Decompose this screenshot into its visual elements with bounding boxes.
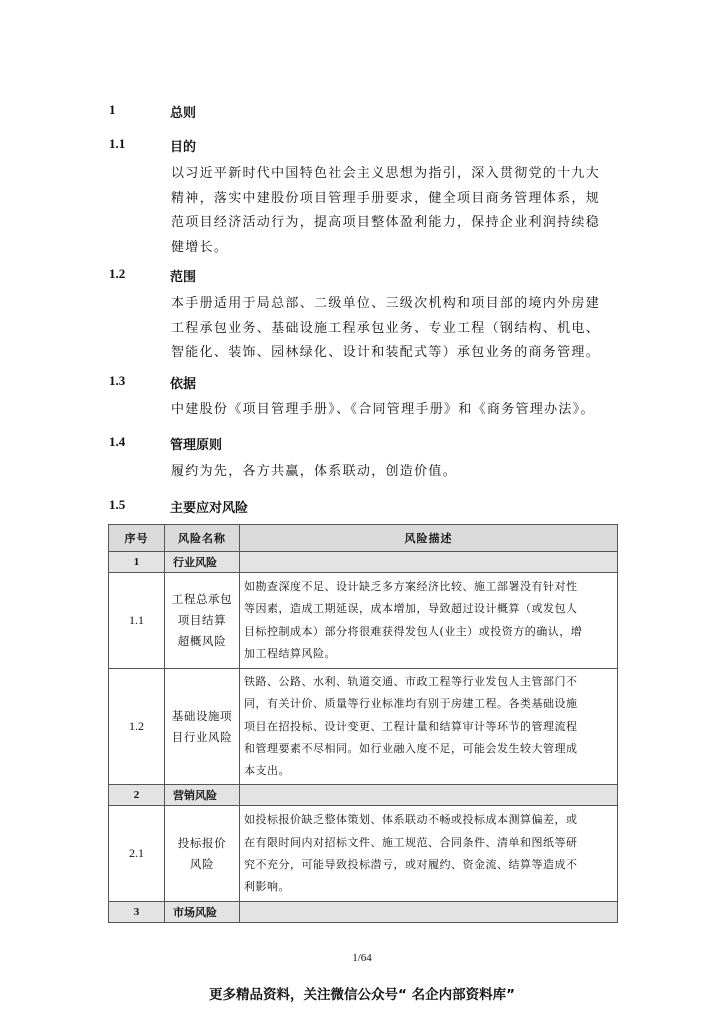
table-row [109,573,618,669]
desc-line: 和管理要素不尽相同。如行业融入度不足，可能会发生较大管理成 [244,741,578,755]
category-id: 2 [109,785,165,806]
row-name-line: 工程总承包 [171,592,233,606]
section-1-4-number: 1.4 [109,434,126,449]
category-name: 行业风险 [165,552,240,573]
category-name: 营销风险 [165,785,240,806]
section-1-4-paragraph [171,460,621,485]
section-1-1-number: 1.1 [109,136,126,151]
table-row [109,806,618,902]
row-description [240,573,618,669]
paragraph-line: 履约为先，各方共赢，体系联动，创造价值。 [171,464,458,479]
category-empty-cell [240,552,618,573]
section-1-number: 1 [109,102,116,117]
desc-line: 如投标报价缺乏整体策划、体系联动不畅或投标成本测算偏差，或 [244,813,578,827]
section-1-3-number: 1.3 [109,373,126,388]
row-name-line: 投标报价 [177,835,227,850]
section-1-1-title: 目的 [170,140,197,155]
row-name [165,806,240,902]
table-row [109,669,618,785]
category-name: 市场风险 [165,902,240,923]
desc-line: 铁路、公路、水利、轨道交通、市政工程等行业发包人主管部门不 [244,675,578,688]
category-row-1 [109,552,618,573]
paragraph-line: 范项目经济活动行为，提高项目整体盈利能力，保持企业利润持续稳 [171,215,601,230]
section-1-4-title: 管理原则 [170,438,223,453]
paragraph-line: 智能化、装饰、园林绿化、设计和装配式等）承包业务的商务管理。 [171,345,601,360]
desc-line: 本支出。 [244,764,290,778]
section-1-5-title: 主要应对风险 [170,501,249,516]
desc-line: 等因素，造成工期延误，成本增加，导致超过设计概算（或发包人 [244,602,578,616]
section-1-5-number: 1.5 [109,497,126,512]
section-1-title: 总则 [170,106,197,121]
header-name: 风险名称 [165,525,240,552]
desc-line: 项目在招投标、设计变更、工程计量和结算审计等环节的管理流程 [244,719,578,733]
desc-line: 利影响。 [244,880,290,894]
paragraph-line: 健增长。 [171,239,229,255]
paragraph-line: 中建股份《项目管理手册》、《合同管理手册》和《商务管理办法》。 [171,402,595,417]
desc-line: 究不充分，可能导致投标潜亏，或对履约、资金流、结算等造成不 [244,857,578,871]
footer-promo-text: 更多精品资料，关注微信公众号“ 名企内部资料库” [209,987,515,1003]
header-id: 序号 [109,525,165,552]
desc-line: 如勘查深度不足、设计缺乏多方案经济比较、施工部署没有针对性 [244,579,578,593]
desc-line: 目标控制成本）部分将很难获得发包人(业主）或投资方的确认，增 [244,624,583,638]
category-id: 3 [109,902,165,923]
paragraph-line: 工程承包业务、基础设施工程承包业务、专业工程（钢结构、机电、 [171,320,601,336]
page-number: 1/64 [352,952,372,964]
row-name-line: 风险 [189,856,215,871]
section-1-1-paragraph [171,162,621,260]
row-id: 2.1 [109,806,165,902]
row-description [240,669,618,785]
category-row-3 [109,902,618,923]
table-header-row [109,525,618,552]
row-id: 1.2 [109,669,165,785]
category-id: 1 [109,552,165,573]
row-name [165,669,240,785]
paragraph-line: 精神，落实中建股份项目管理手册要求，健全项目商务管理体系，规 [171,190,601,206]
row-name [165,573,240,669]
row-name-line: 超概风险 [177,634,227,648]
row-description [240,806,618,902]
desc-line: 在有限时间内对招标文件、施工规范、合同条件、清单和图纸等研 [244,835,578,849]
risk-table [108,524,618,923]
section-1-2-paragraph [171,292,621,366]
section-1-2-title: 范围 [170,270,197,285]
section-1-2-number: 1.2 [109,266,126,281]
row-name-line: 基础设施项 [171,708,233,723]
row-id: 1.1 [109,573,165,669]
category-empty-cell [240,785,618,806]
header-desc: 风险描述 [240,525,618,552]
paragraph-line: 本手册适用于局总部、二级单位、三级次机构和项目部的境内外房建 [171,296,601,311]
desc-line: 加工程结算风险。 [244,646,336,660]
section-1-3-paragraph [171,398,621,423]
category-row-2 [109,785,618,806]
paragraph-line: 以习近平新时代中国特色社会主义思想为指引，深入贯彻党的十九大 [171,166,601,181]
section-1-3-title: 依据 [170,377,197,392]
category-empty-cell [240,902,618,923]
row-name-line: 项目结算 [177,613,227,627]
desc-line: 同，有关计价、质量等行业标准均有别于房建工程。各类基础设施 [244,697,578,711]
row-name-line: 目行业风险 [171,729,233,744]
